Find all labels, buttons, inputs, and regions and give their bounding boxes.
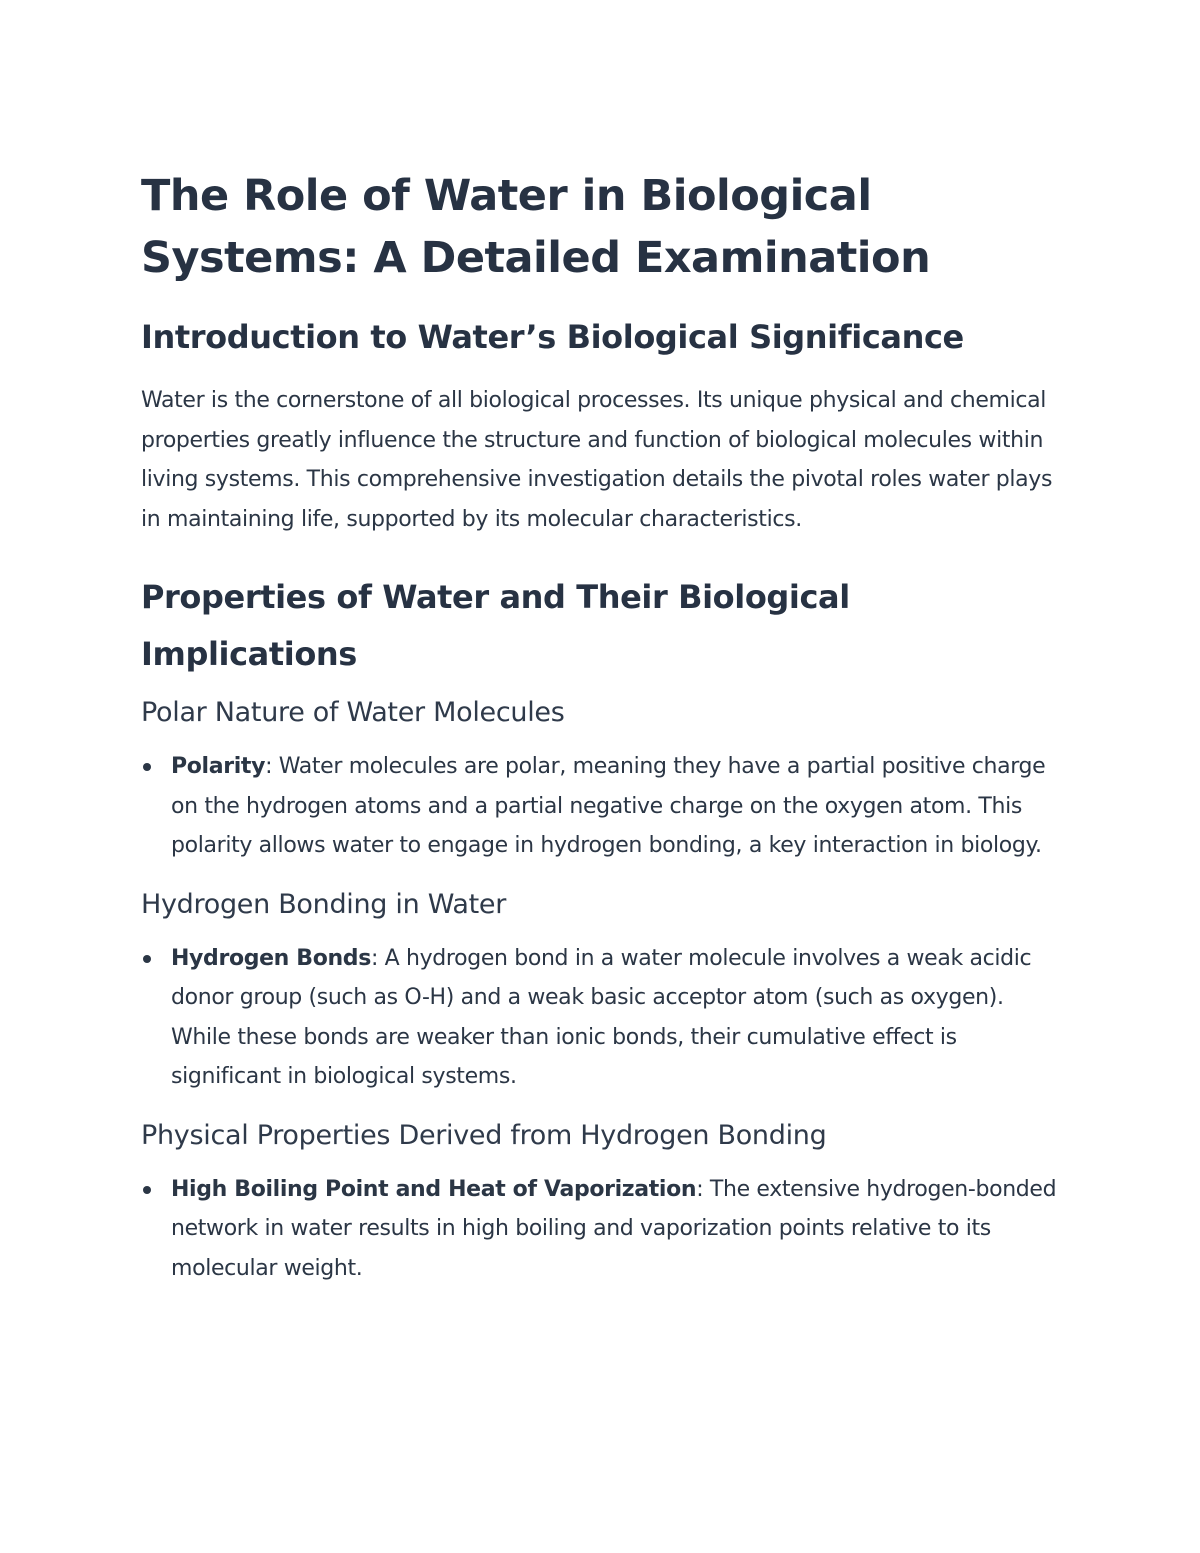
bullet-icon bbox=[143, 955, 151, 963]
bullet-list-polar-nature bbox=[141, 747, 1066, 866]
page-title: The Role of Water in Biological Systems: A Detailed Examination bbox=[141, 171, 931, 283]
subsection-heading-physical-properties: Physical Properties Derived from Hydrogen Bonding bbox=[141, 1119, 827, 1151]
document-page bbox=[141, 165, 1066, 1308]
bullet-list-hydrogen-bonding bbox=[141, 939, 1066, 1097]
list-item-text: : Water molecules are polar, meaning they have a partial positive charge on the hydrogen atoms and a partial negative charge on the oxygen atom. This polarity allows water to engage in hydrogen bonding, a key interaction in biology. bbox=[171, 754, 1046, 858]
section-heading-introduction: Introduction to Water’s Biological Significance bbox=[141, 318, 964, 356]
subsection-heading-hydrogen-bonding: Hydrogen Bonding in Water bbox=[141, 888, 507, 920]
bullet-icon bbox=[143, 1186, 151, 1194]
bullet-icon bbox=[143, 763, 151, 771]
list-item-term: Polarity bbox=[171, 754, 266, 779]
list-item-text: : A hydrogen bond in a water molecule involves a weak acidic donor group (such as O-H) and a weak basic acceptor atom (such as oxygen). While these bonds are weaker than ionic bonds, their cumulative effect is significant in biological systems. bbox=[171, 945, 1032, 1089]
section-heading-properties: Properties of Water and Their Biological Implications bbox=[141, 578, 850, 673]
list-item bbox=[141, 1170, 1066, 1289]
list-item-text: : The extensive hydrogen-bonded network in water results in high boiling and vaporization points relative to its molecular weight. bbox=[171, 1176, 1057, 1281]
introduction-paragraph: Water is the cornerstone of all biological processes. Its unique physical and chemical properties greatly influence the structure and function of biological molecules within living systems. This comprehensive investigation details the pivotal roles water plays in maintaining life, supported by its molecular characteristics. bbox=[141, 388, 1053, 532]
list-item-term: Hydrogen Bonds bbox=[171, 945, 371, 971]
bullet-list-physical-properties bbox=[141, 1170, 1066, 1289]
list-item bbox=[141, 747, 1066, 866]
list-item bbox=[141, 939, 1066, 1097]
subsection-heading-polar-nature: Polar Nature of Water Molecules bbox=[141, 697, 565, 728]
list-item-term: High Boiling Point and Heat of Vaporization bbox=[171, 1176, 697, 1202]
